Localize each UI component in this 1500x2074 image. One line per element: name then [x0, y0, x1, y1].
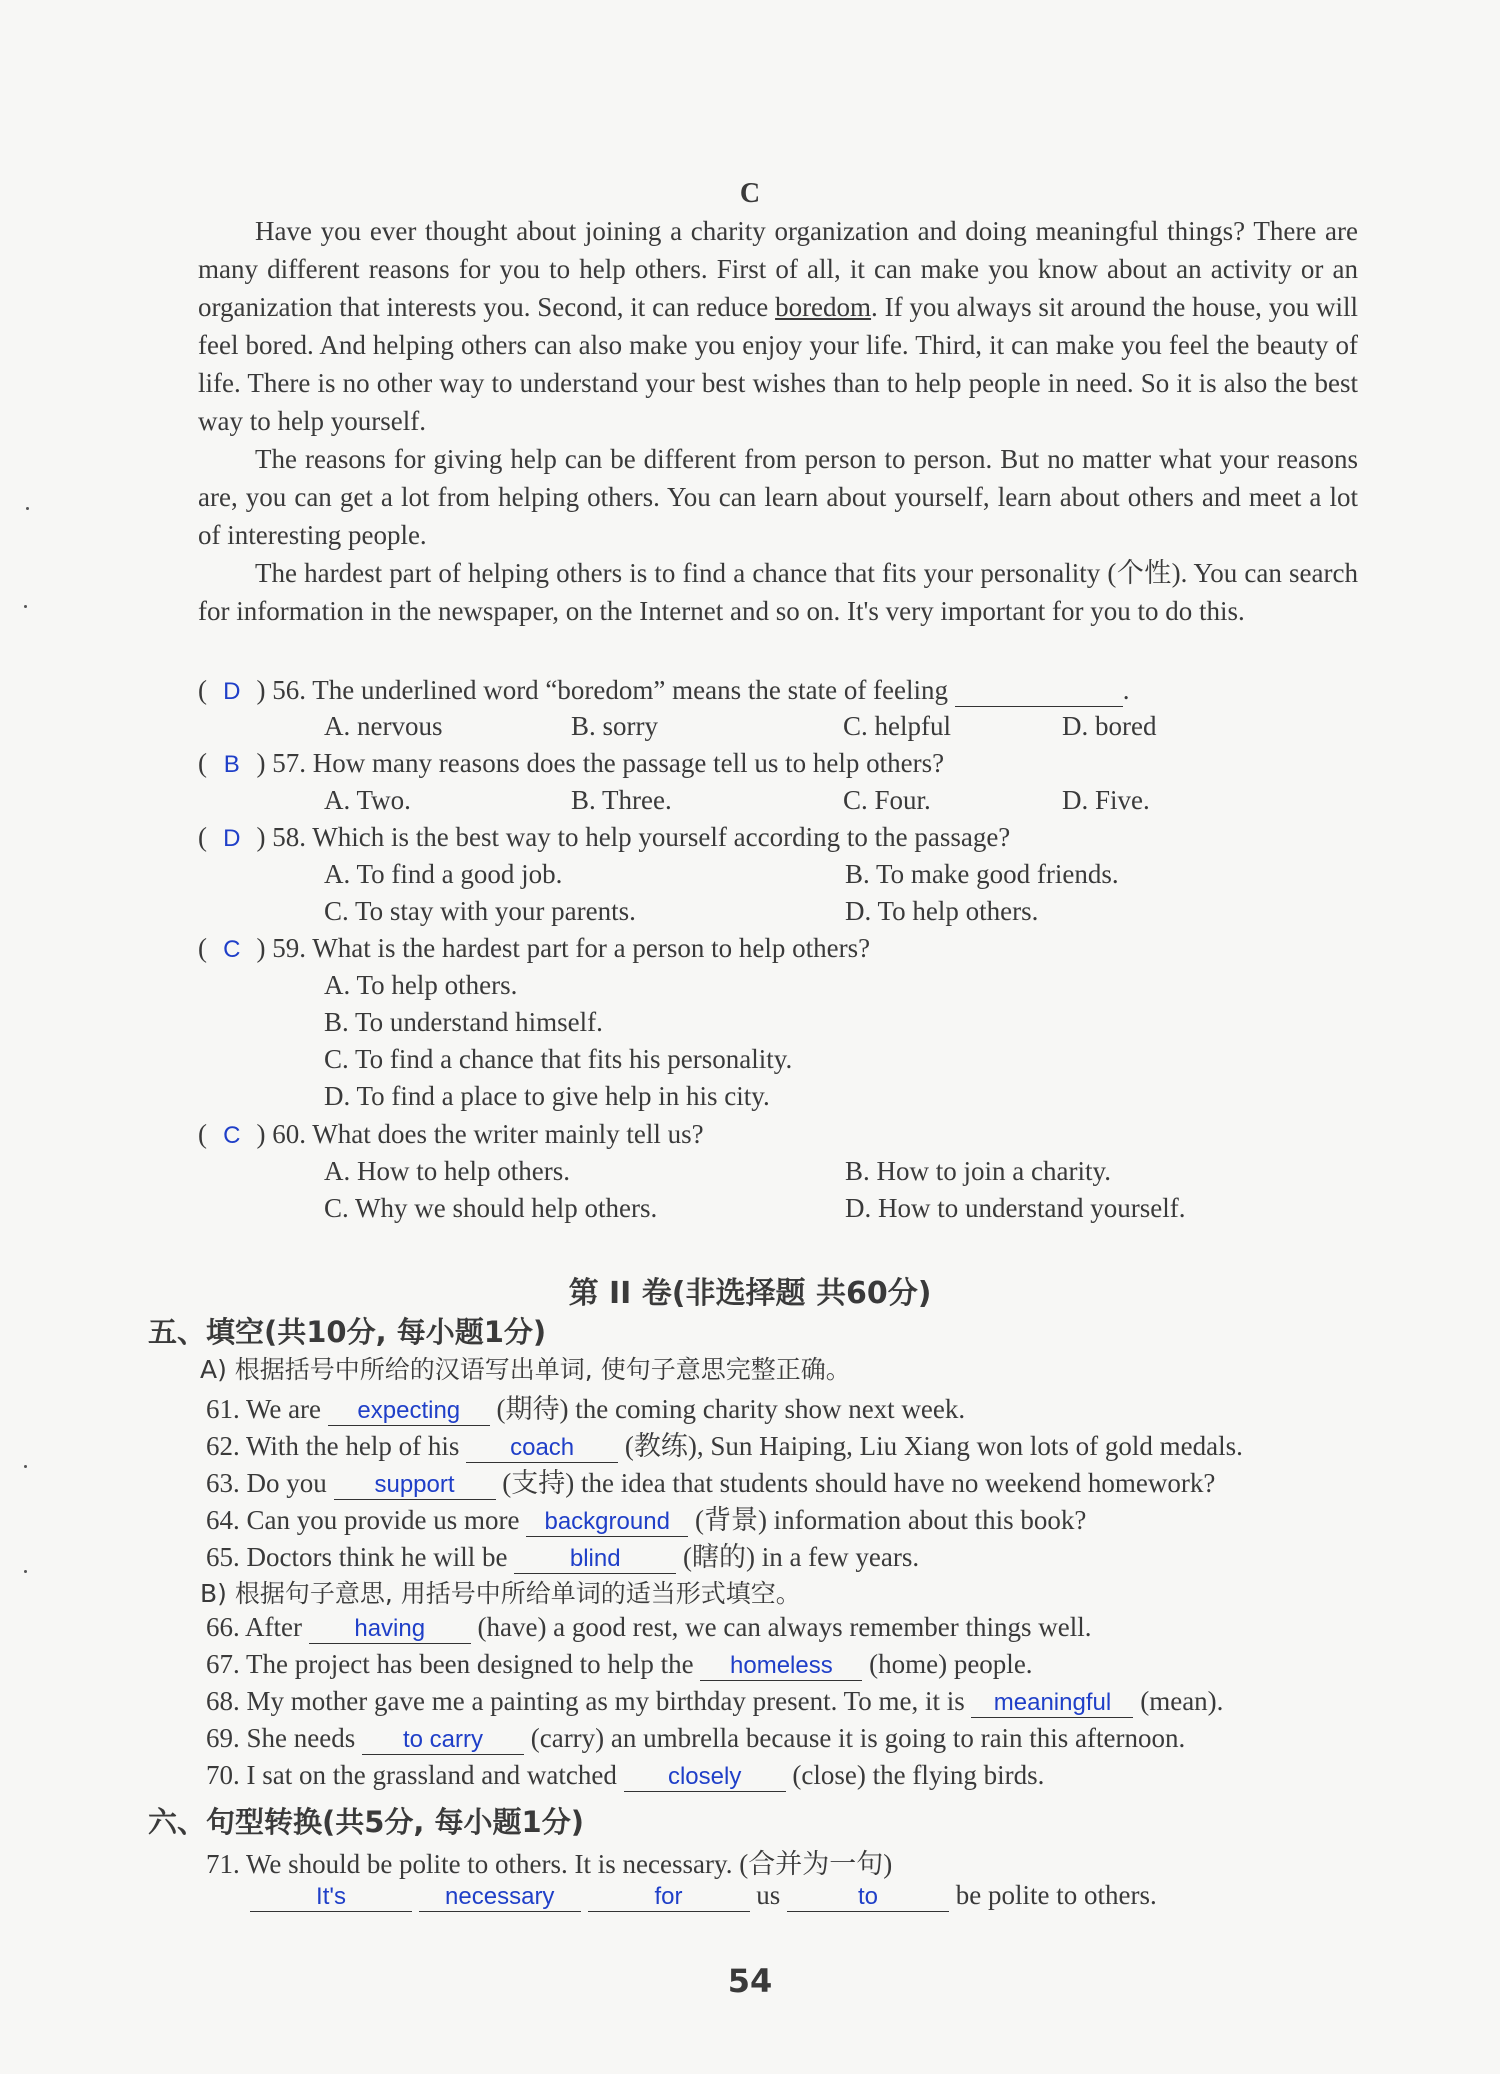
passage-paragraph-3: The hardest part of helping others is to find a chance that fits your personality (个性). You can search for information in the newspaper, on the Internet and so on. It's very important for you to do this.: [198, 558, 1358, 626]
blank-71-3: [588, 1880, 750, 1912]
option-57d: D. Five.: [1062, 785, 1150, 815]
question-stem: ) 56. The underlined word “boredom” means the state of feeling: [256, 675, 949, 705]
item-text: 66. After: [206, 1612, 309, 1642]
section-5a-instruction: A) 根据括号中所给的汉语写出单词, 使句子意思完整正确。: [200, 1355, 851, 1384]
answer-62: coach: [510, 1434, 575, 1461]
answer-59: C: [223, 936, 241, 963]
item-text: 70. I sat on the grassland and watched: [206, 1760, 624, 1790]
option-60c: C. Why we should help others.: [324, 1193, 658, 1223]
item-text: 65. Doctors think he will be: [206, 1542, 515, 1572]
option-59c: C. To find a chance that fits his personality.: [324, 1044, 793, 1074]
answer-64: background: [544, 1508, 670, 1535]
blank-61: [328, 1394, 490, 1426]
item-text: 62. With the help of his: [206, 1431, 467, 1461]
item-text: 68. My mother gave me a painting as my birthday present. To me, it is: [206, 1686, 972, 1716]
answer-69: to carry: [402, 1726, 483, 1753]
fill-item-69: [206, 1723, 1185, 1755]
question-56: ( D ) 56. The underlined word “boredom” means the state of feeling .: [198, 675, 1130, 705]
blank-62: [466, 1431, 618, 1463]
answer-57: B: [223, 751, 240, 778]
fill-item-63: [206, 1461, 1215, 1500]
blank-66: [309, 1612, 471, 1644]
page-number: 54: [727, 1962, 773, 2000]
answer-70: closely: [667, 1763, 742, 1790]
answer-61: expecting: [357, 1397, 461, 1424]
answer-71-4: to: [858, 1883, 879, 1910]
fill-item-67: [206, 1649, 1033, 1681]
option-58b: B. To make good friends.: [845, 859, 1119, 889]
answer-68: meaningful: [993, 1689, 1112, 1716]
option-60a: A. How to help others.: [324, 1156, 570, 1186]
sentence-word: us: [756, 1880, 781, 1910]
item-text: 61. We are: [206, 1394, 328, 1424]
answer-71-1: It's: [316, 1883, 346, 1910]
answer-67: homeless: [730, 1652, 833, 1679]
option-59a: A. To help others.: [324, 970, 518, 1000]
answer-66: having: [354, 1615, 426, 1642]
blank-65: [514, 1542, 676, 1574]
transform-item-71: 71. We should be polite to others. It is necessary. (合并为一句): [206, 1849, 893, 1879]
option-59b: B. To understand himself.: [324, 1007, 603, 1037]
fill-item-65: [206, 1535, 919, 1574]
fill-item-68: [206, 1686, 1223, 1718]
scan-dot: [26, 507, 29, 510]
passage-paragraph-1: [198, 212, 1358, 440]
section-5-heading: 五、填空(共10分, 每小题1分): [148, 1315, 547, 1349]
question-stem: ) 58. Which is the best way to help yourself according to the passage?: [256, 822, 1011, 852]
underlined-word: boredom: [775, 292, 872, 322]
transform-answer-71: [250, 1880, 1157, 1912]
item-text: 63. Do you: [206, 1468, 334, 1498]
blank-64: [526, 1505, 688, 1537]
scan-dot: [24, 1570, 27, 1573]
question-stem: ) 57. How many reasons does the passage tell us to help others?: [256, 748, 945, 778]
question-60: ( C ) 60. What does the writer mainly tell us?: [198, 1119, 704, 1149]
item-text: (have) a good rest, we can always remember things well.: [470, 1612, 1092, 1642]
blank-63: [334, 1468, 496, 1500]
item-text: 69. She needs: [206, 1723, 362, 1753]
option-57c: C. Four.: [843, 785, 931, 815]
question-59: ( C ) 59. What is the hardest part for a person to help others?: [198, 933, 871, 963]
blank-67: [700, 1649, 862, 1681]
fill-item-70: [206, 1760, 1044, 1792]
option-58d: D. To help others.: [845, 896, 1039, 926]
option-56d: D. bored: [1062, 711, 1157, 741]
option-56c: C. helpful: [843, 711, 951, 741]
option-56b: B. sorry: [571, 711, 658, 741]
option-56a: A. nervous: [324, 711, 443, 741]
option-59d: D. To find a place to give help in his city.: [324, 1081, 770, 1111]
blank-71-4: [787, 1880, 949, 1912]
blank-56: [955, 675, 1123, 707]
section-6-heading: 六、句型转换(共5分, 每小题1分): [148, 1805, 584, 1839]
blank-71-2: [419, 1880, 581, 1912]
fill-item-66: [206, 1612, 1092, 1644]
answer-58: D: [223, 825, 241, 852]
answer-65: blind: [569, 1545, 621, 1572]
answer-56: D: [223, 678, 241, 705]
blank-71-1: [250, 1880, 412, 1912]
option-57a: A. Two.: [324, 785, 411, 815]
option-60b: B. How to join a charity.: [845, 1156, 1111, 1186]
item-text: 67. The project has been designed to help the: [206, 1649, 701, 1679]
blank-69: [362, 1723, 524, 1755]
item-text: (close) the flying birds.: [785, 1760, 1045, 1790]
item-text: (瞎的) in a few years.: [676, 1542, 920, 1572]
passage-paragraph-2: The reasons for giving help can be different from person to person. But no matter what your reasons are, you can get a lot from helping others. You can learn about yourself, learn about others and meet a lot of interesting people.: [198, 444, 1358, 550]
item-text: (carry) an umbrella because it is going to rain this afternoon.: [523, 1723, 1186, 1753]
answer-63: support: [374, 1471, 455, 1498]
item-text: (期待) the coming charity show next week.: [489, 1394, 966, 1424]
question-stem: ) 60. What does the writer mainly tell us?: [256, 1119, 704, 1149]
reading-passage: [198, 212, 1358, 630]
answer-71-2: necessary: [445, 1883, 555, 1910]
fill-item-64: [206, 1498, 1086, 1537]
item-text: (教练), Sun Haiping, Liu Xiang won lots of gold medals.: [618, 1431, 1243, 1461]
blank-68: [971, 1686, 1133, 1718]
question-stem: ) 59. What is the hardest part for a person to help others?: [256, 933, 871, 963]
option-58c: C. To stay with your parents.: [324, 896, 636, 926]
fill-item-62: [206, 1424, 1243, 1463]
question-58: ( D ) 58. Which is the best way to help yourself according to the passage?: [198, 822, 1011, 852]
answer-71-3: for: [654, 1883, 683, 1910]
sentence-end: be polite to others.: [955, 1880, 1157, 1910]
passage-text: Have you ever thought about joining a charity organization and doing meaningful things? There are many different reasons for you to help others. First of all, it can make you know about an activity or an organization that interests you. Second, it can reduce: [198, 216, 1358, 322]
item-text: (背景) information about this book?: [688, 1505, 1087, 1535]
question-57: ( B ) 57. How many reasons does the passage tell us to help others?: [198, 748, 945, 778]
fill-item-61: [206, 1387, 965, 1426]
option-57b: B. Three.: [571, 785, 672, 815]
section-5b-instruction: B) 根据句子意思, 用括号中所给单词的适当形式填空。: [200, 1579, 801, 1608]
item-text: (mean).: [1133, 1686, 1224, 1716]
passage-text: . If you always sit around the house, you will feel bored. And helping others can also make you enjoy your life. Third, it can make you feel the beauty of life. There is no other way to understand your best wishes than to help people in need. So it is also the best way to help yourself.: [198, 292, 1358, 436]
answer-60: C: [223, 1122, 241, 1149]
section-letter: C: [739, 178, 761, 209]
question-tail: .: [1122, 675, 1130, 705]
item-text: 64. Can you provide us more: [206, 1505, 527, 1535]
scan-dot: [24, 1465, 27, 1468]
blank-70: [624, 1760, 786, 1792]
option-60d: D. How to understand yourself.: [845, 1193, 1186, 1223]
part-two-title: 第 II 卷(非选择题 共60分): [568, 1276, 932, 1311]
option-58a: A. To find a good job.: [324, 859, 563, 889]
scan-dot: [24, 605, 27, 608]
item-text: (home) people.: [862, 1649, 1033, 1679]
item-text: (支持) the idea that students should have no weekend homework?: [495, 1468, 1216, 1498]
